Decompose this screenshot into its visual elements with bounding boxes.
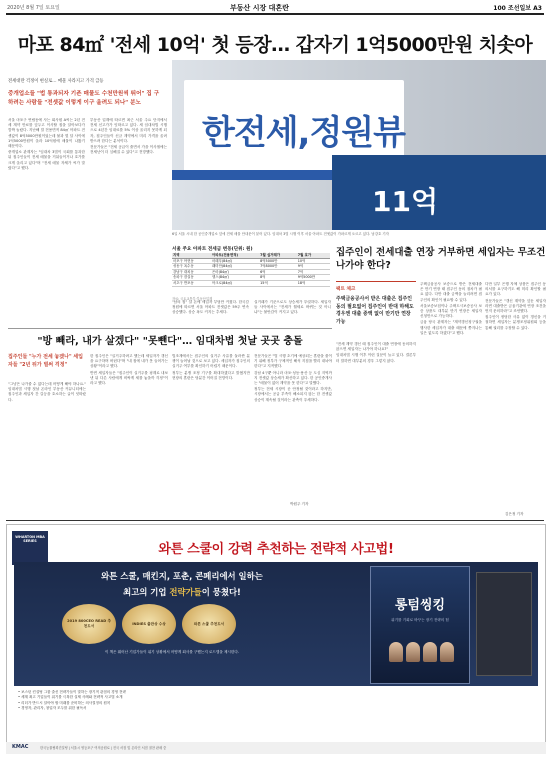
table-cell: 마래푸(84㎡) [211, 258, 259, 264]
header-section: 부동산 시장 대혼란 [230, 4, 289, 12]
list-item: • 세계 최고 기업들이 위기를 극복한 실제 사례와 전략적 사고법 소개 [18, 695, 123, 700]
paragraph: 서울 마포구 연립동에 사는 회사원 A씨는 2년 전세 계약 만료를 앞두고 이사할 집을 알아보다가 깜짝 놀랐다. 지난해 말 전용면적 84㎡ 아파트 전셋값이 8억5000만원이었는데 불과 몇 달 사이에 1억5000만원이 올라 10억원에 매물이 나왔기 때문이다. [8, 118, 85, 149]
paragraph: 실거래가 기준으로도 상승세가 뚜렷하다. 세입자들 사이에서는 "전세가 월세로 바뀌는 것 아니냐"는 불안감이 커지고 있다. [254, 300, 331, 315]
author-portraits [380, 642, 462, 672]
ad-tagline-2 [32, 586, 332, 598]
table-header: 7월 실거래가 [259, 253, 297, 258]
article-body-col3 [172, 300, 249, 324]
list-item: • 보스턴 컨설팅 그룹 출신 전략가들이 말하는 장기적 관점의 경영 전략 [18, 690, 126, 694]
table-cell: 엘스(84㎡) [211, 275, 259, 281]
paragraph: 전문가들은 "법 시행 초기에 예상되는 혼란을 줄이기 위해 정부가 구체적인 해석 지침을 빨리 내놔야 한다"고 지적했다. [254, 354, 332, 369]
article2-headline: "방 빼라, 내가 살겠다" "못뺀다"… 임대차법 첫날 곳곳 충돌 [37, 336, 303, 347]
publisher-info: 한국능률협회컨설팅 | 서울시 영등포구 여의공원로 | 전국 서점 및 온라인 서점 절찬 판매 중 [40, 746, 167, 750]
table-cell: 성동구 옥수동 [172, 264, 211, 270]
ad-tagline-1: 와튼 스쿨, 매킨지, 포춘, 콘페리에서 일하는 [101, 571, 263, 581]
header-rule [6, 13, 544, 15]
author-portrait [406, 642, 420, 662]
factcheck-rule [336, 281, 416, 282]
paragraph: 정부는 분쟁 조정 기구를 확대하겠다고 밝혔지만 현장의 혼란은 당분간 이어질 전망이다. [172, 370, 250, 380]
table-cell: 8억 [259, 275, 297, 281]
table-cell: 7억 [297, 269, 330, 275]
factcheck-subhead: 주택금융공사서 받은 대출은 집주인 동의 필요없어 집주인이 반대 하해도 경우엔 대출 증액 없이 만기만 연장 가능 [336, 296, 414, 325]
paragraph: 부동산 업계에 따르면 최근 서울 주요 단지에서 전세 신고가가 잇따르고 있다. 새 임대차법 시행으로 4년간 임대료를 5% 이상 올리지 못하게 되자, 집주인들이 신규 계약에서 미리 가격을 올려 받으려 한다는 분석이다. [90, 118, 167, 143]
table-cell: 8억5000만 [259, 258, 297, 264]
photo-sign-text: 한전세,정원뷰 [202, 113, 405, 153]
author-portrait [423, 642, 437, 662]
article-body-col1 [8, 118, 85, 324]
list-item: • 리더가 반드시 알아야 할 미래를 준비하는 의사결정의 원칙 [18, 700, 111, 705]
award-badge: 와튼 스쿨 추천도서 [182, 604, 236, 644]
photo-board [332, 155, 546, 230]
author-portrait [389, 642, 403, 662]
ad-tagline-2-prefix: 최고의 기업 [123, 587, 170, 597]
header-date: 2020년 8월 7일 토요일 [7, 5, 60, 11]
table-cell: 6억 [259, 269, 297, 275]
factcheck-body-col3 [485, 282, 546, 518]
paragraph: "남의 집" 살 돈에 세입자 부담만 커졌다. 한국감정원에 따르면 서울 아파트 전셋값은 59주 연속 상승했다. 상승 폭도 커지는 추세다. [172, 300, 249, 315]
table-cell: 18억 [297, 280, 330, 286]
paragraph: 전문가들은 "전세 공급이 줄면서 가을 이사철에는 전세난이 더 심해질 수 있다"고 전망했다. [90, 145, 167, 155]
factcheck-body-col1 [336, 342, 416, 518]
award-badge: 2019 800CEO READ 추천도서 [62, 604, 116, 644]
factcheck-tag: 팩트 체크 [336, 287, 356, 292]
award-badge: INDIES 출판상 수상 [122, 604, 176, 644]
table-header: 아파트(전용면적) [211, 253, 259, 258]
paragraph: 임대차법 시행 이후 이런 질문이 늘고 있다. 결론부터 말하면 대부분의 경우 그렇지 않다. [336, 353, 416, 363]
table-cell: 15억 [259, 280, 297, 286]
paragraph: 주택금융공사 보증으로 받은 전세대출은 만기 연장 때 집주인 동의 절차가 필요 없다. 다만 대출 금액을 늘리려면 집주인의 확인이 필요할 수 있다. [420, 282, 482, 302]
paragraph: 법조계에서는 집주인의 실거주 사유를 둘러싼 분쟁이 늘어날 것으로 보고 있다. 세입자가 집주인의 실거주 여부를 확인하기 어렵기 때문이다. [172, 354, 250, 369]
article2-body-col1 [8, 382, 86, 512]
paragraph: 강남 4구뿐 아니라 마포·성동·용산 등 도심 지역까지 전셋값 상승세가 확산하고 있다. 한 공인중개사는 "매물이 없어 계약을 못 한다"고 말했다. [254, 370, 332, 386]
table-cell: 래미안(84㎡) [211, 264, 259, 270]
factcheck-title: 집주인이 전세대출 연장 거부하면 세입자는 무조건 나가야 한다? [336, 247, 546, 271]
paragraph: "전세 계약 갱신 때 집주인이 대출 연장에 동의하지 않으면 세입자는 나가야 하나요?" [336, 342, 416, 352]
ad-separator [6, 520, 544, 521]
article2-body-col2 [90, 354, 168, 514]
article2-rule [8, 328, 332, 329]
table-cell: 10억 [297, 258, 330, 264]
table-cell: 7억8000만 [259, 264, 297, 270]
price-table [172, 253, 330, 287]
article2-author: 박원주 기자 [290, 502, 309, 506]
series-logo-text: WHARTON MBA SERIES [15, 535, 45, 544]
award-badges [62, 604, 292, 644]
table-cell: 송파구 잠실동 [172, 275, 211, 281]
paragraph: 한 집주인은 "실거주하려고 했는데 세입자가 갱신을 요구하며 버틴다"며 "내 집에 내가 못 들어가는 상황"이라고 했다. [90, 354, 168, 369]
header-page: 100 조선일보 A3 [493, 5, 542, 12]
table-cell: 마포구 아현동 [172, 258, 211, 264]
news-photo [172, 60, 546, 230]
article-body-col2 [90, 118, 167, 324]
ad-tagline-2-suffix: 이 뭉쳤다! [201, 587, 241, 597]
table-cell: 아크로(84㎡) [211, 280, 259, 286]
factcheck-author: 김은정 기자 [505, 512, 524, 516]
table-row [172, 280, 330, 286]
article2-body-col3 [172, 354, 250, 514]
paragraph: 다만 일부 은행 자체 상품은 집주인 동의서를 요구하기도 해 미리 확인할 필요가 있다. [485, 282, 546, 297]
book-back-cover [476, 572, 532, 676]
paragraph: 서울보증보험이나 주택도시보증공사 보증 상품도 대부분 만기 연장은 세입자 신청만으로 가능하다. [420, 303, 482, 319]
publisher-logo: KMAC [12, 744, 29, 750]
article-body-col4 [254, 300, 331, 324]
photo-board-text: 11억 [372, 185, 439, 218]
main-headline: 마포 84㎡ '전세 10억' 첫 등장… 갑자기 1억5000만원 치솟아 [17, 34, 533, 56]
paragraph: 금융 당국 관계자는 "계약갱신청구권을 행사한 세입자가 대출 때문에 쫓겨나는 일은 없도록 하겠다"고 했다. [420, 320, 482, 335]
table-cell: 은마(84㎡) [211, 269, 259, 275]
paragraph: 집주인이 정당한 사유 없이 갱신을 거절하면 세입자는 분쟁조정위원회 등을 통해 권리를 주장할 수 있다. [485, 315, 546, 330]
ad-description: 이 책은 뛰어난 기업가들이 위기 상황에서 어떻게 회사를 구했는지 로드맵을 제시한다. [104, 650, 240, 654]
table-cell: 서초구 반포동 [172, 280, 211, 286]
ad-tagline-2-highlight: 전략가들 [169, 587, 202, 597]
table-source: 자료: 국토교통부·부동산업계 [172, 297, 213, 301]
paragraph: 반면 세입자들은 "집주인이 실거주를 핑계로 내보낸 뒤 다른 사람에게 비싸게 세를 놓을까 걱정"이라고 했다. [90, 370, 168, 386]
table-header: 지역 [172, 253, 211, 258]
table-cell: 9억 [297, 264, 330, 270]
paragraph: "그냥은 나가줄 수 없다는데 어떻게 해야 하나요." 임대차법 시행 첫날 온라인 부동산 커뮤니티에는 집주인과 세입자 간 갈등을 호소하는 글이 잇따랐다. [8, 382, 86, 402]
list-item: • 경영자, 관리자, 창업자 모두를 위한 필독서 [18, 706, 87, 711]
book-title: 롱텀씽킹 [394, 598, 446, 613]
paragraph: 전문가들은 "갱신 계약을 앞둔 세입자라면 대출받은 금융기관에 연장 조건을 먼저 문의하라"고 조언했다. [485, 298, 546, 314]
author-portrait [440, 642, 454, 662]
book-subtitle: 위기를 기회로 바꾸는 장기 전략의 힘 [391, 618, 449, 622]
article2-body-col4 [254, 354, 332, 500]
article2-subhead: 집주인들 "누가 전세 놓겠나" 세입자들 "2년 뒤가 벌써 걱정" [8, 354, 83, 368]
table-title: 서울 주요 아파트 전세금 변동(단위: 원) [172, 247, 253, 252]
table-header: 7월 호가 [297, 253, 330, 258]
factcheck-body-col2 [420, 282, 482, 518]
article-kicker: 전세대란 걱정이 현실로… 매물 사라지고 가격 급등 [8, 79, 104, 84]
paragraph: 중개업소 관계자는 "임대차 3법이 국회를 통과한 뒤 집주인들이 전세 매물을 거둬들이거나 호가를 크게 올리고 있다"며 "전세 매물 자체가 씨가 말랐다"고 했다. [8, 150, 85, 170]
table-cell: 강남구 대치동 [172, 269, 211, 275]
ad-title: 와튼 스쿨이 강력 추천하는 전략적 사고법! [158, 542, 394, 557]
ad-feature-list [18, 690, 538, 712]
table-cell: 9억5000만 [297, 275, 330, 281]
paragraph: 정부는 전세 시장이 곧 안정될 것이라고 하지만, 시장에서는 공급 부족이 해소되지 않는 한 전셋값 상승이 계속될 것이라는 관측이 우세하다. [254, 387, 332, 402]
article-subhead: 중개업소들 "법 통과되자 기존 매물도 수천만원씩 뛰어" 집 구하려는 사람들 "전셋값 이렇게 이구 올려도 되나" 분노 [8, 91, 160, 106]
photo-caption: 6일 서울 시내 한 공인중개업소 앞에 전세 매물 안내문이 붙어 있다. 임대차 3법 시행 이후 서울 아파트 전셋값이 가파르게 오르고 있다. 남강호 기자 [172, 232, 389, 236]
